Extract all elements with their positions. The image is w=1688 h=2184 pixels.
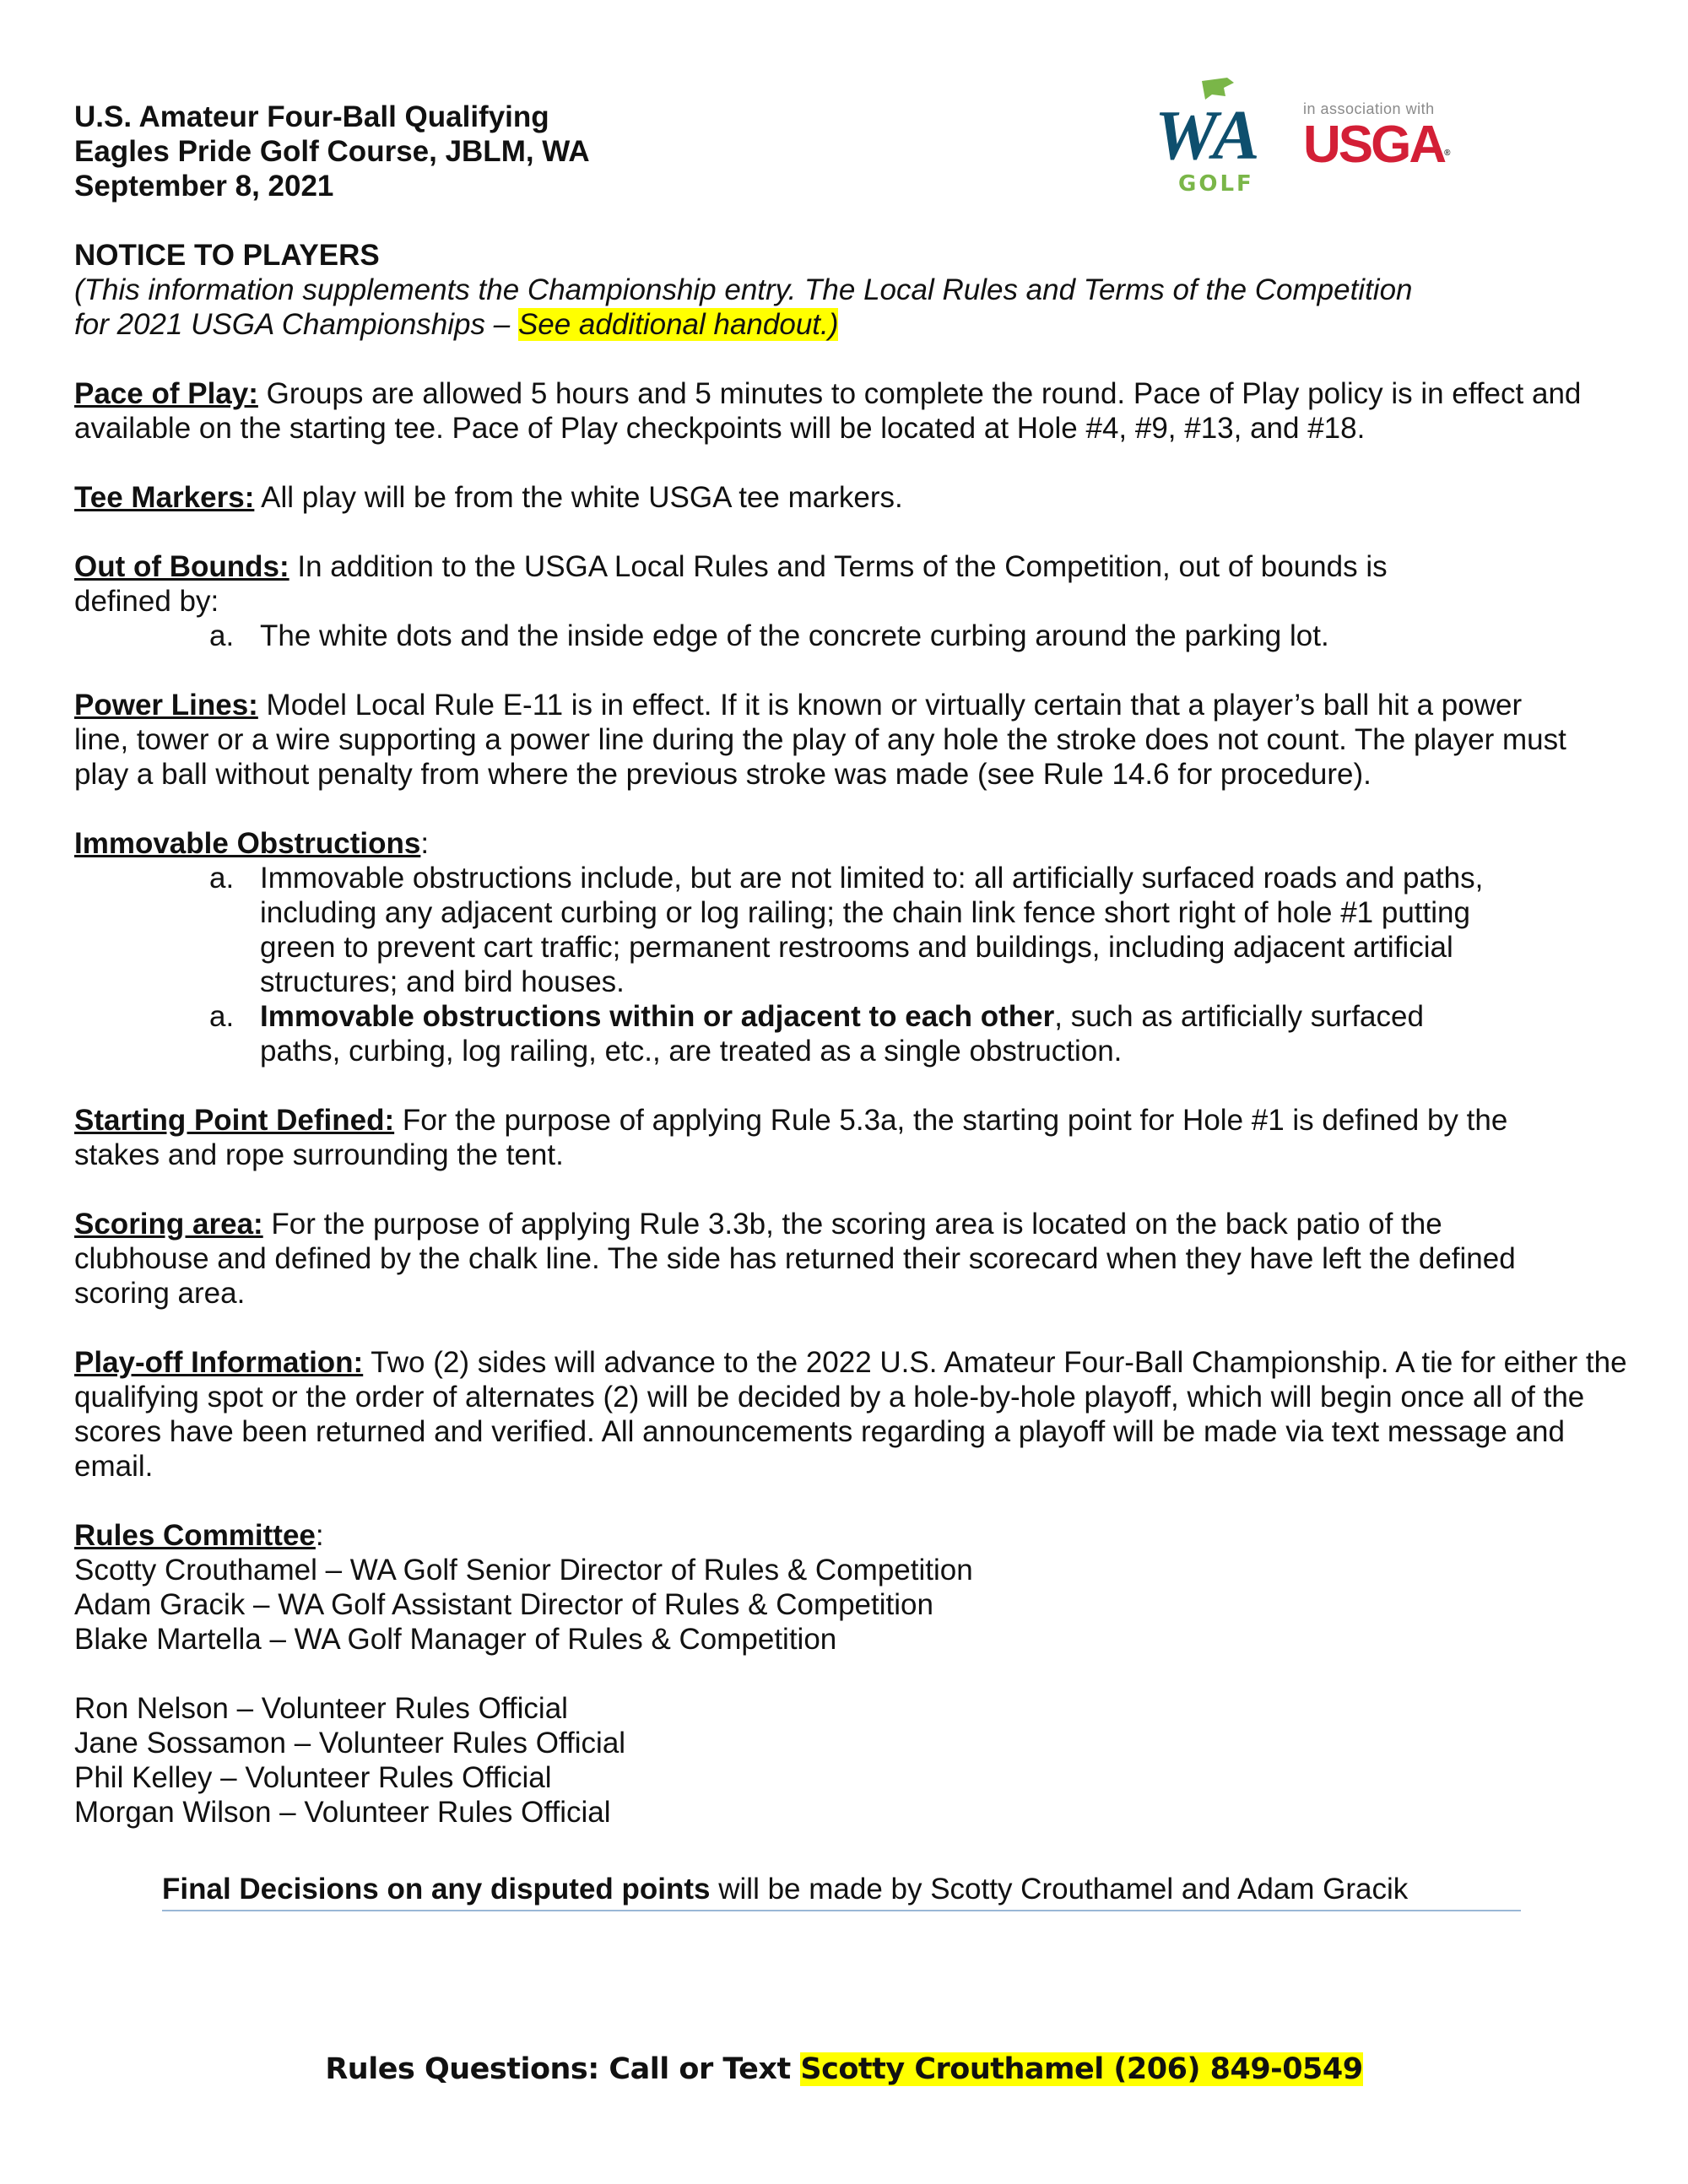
out-of-bounds-intro [74, 549, 1627, 619]
pace-of-play-section [74, 376, 1627, 446]
playoff-text: Two (2) sides will advance to the 2022 U.S. Amateur Four-Ball Championship. A tie for either the qualifying spot or the order of alternates (2) will be decided by a hole-by-hole playoff, which will begin once all of the scores have been returned and verified. All announcements regarding a playoff will be made via text message and email. [74, 1346, 1627, 1483]
immovable-item-2 [74, 999, 1627, 1068]
scoring-area-section [74, 1207, 1627, 1311]
notice-subtitle-a: (This information supplements the Championship entry. The Local Rules and Terms of the Competition [74, 273, 1413, 306]
footer-prefix: Rules Questions: Call or Text [325, 2052, 801, 2086]
immovable-obstructions-heading [74, 826, 1627, 861]
immovable-obstructions-colon: : [420, 827, 430, 860]
immovable-obstructions-section [74, 826, 1627, 1068]
volunteer-member: Jane Sossamon – Volunteer Rules Official [74, 1727, 626, 1760]
event-header [74, 100, 1627, 203]
contact-highlight: Scotty Crouthamel (206) 849-0549 [800, 2052, 1363, 2086]
tee-markers-label: Tee Markers: [74, 481, 255, 514]
committee-member: Scotty Crouthamel – WA Golf Senior Director of Rules & Competition [74, 1554, 973, 1587]
usga-registered-mark: ® [1444, 149, 1451, 158]
playoff-label: Play-off Information: [74, 1346, 364, 1379]
out-of-bounds-item [74, 619, 1627, 653]
rules-committee-heading [74, 1518, 1627, 1553]
notice-subtitle [74, 273, 1627, 342]
volunteer-member: Morgan Wilson – Volunteer Rules Official [74, 1796, 611, 1829]
scoring-area-text: For the purpose of applying Rule 3.3b, the scoring area is located on the back patio of the clubhouse and defined by the chalk line. The side has returned their scorecard when they have left the defined scoring area. [74, 1208, 1516, 1310]
volunteer-officials [74, 1691, 1627, 1830]
wa-golf-word: GOLF [1178, 171, 1254, 197]
volunteer-member: Ron Nelson – Volunteer Rules Official [74, 1692, 568, 1725]
immovable-item-1-text: Immovable obstructions include, but are not limited to: all artificially surfaced roads and paths, including any adjacent curbing or log railing; the chain link fence short right of hole #1 putting green to prevent cart traffic; permanent restrooms and buildings, including adjacent artificial structures; and bird houses. [260, 862, 1484, 998]
event-date: September 8, 2021 [74, 170, 334, 203]
usga-word: USGA [1303, 116, 1445, 174]
rules-committee-label: Rules Committee [74, 1519, 316, 1552]
final-decisions-bold: Final Decisions on any disputed points [162, 1873, 711, 1906]
handout-highlight: See additional handout.) [517, 308, 839, 341]
immovable-item-2-bold: Immovable obstructions within or adjacent to each other [260, 1000, 1055, 1033]
out-of-bounds-section [74, 549, 1627, 653]
event-venue: Eagles Pride Golf Course, JBLM, WA [74, 135, 590, 168]
notice-document [74, 100, 1627, 1830]
immovable-item-2-text: , such as artificially surfaced paths, curbing, log railing, etc., are treated as a single obstruction. [260, 1000, 1424, 1068]
list-marker: a. [209, 862, 235, 895]
power-lines-text: Model Local Rule E-11 is in effect. If it is known or virtually certain that a player’s ball hit a power line, tower or a wire supporting a power line during the play of any hole the stroke does not count. The player must play a ball without penalty from where the previous stroke was made (see Rule 14.6 for procedure). [74, 689, 1566, 791]
out-of-bounds-text: In addition to the USGA Local Rules and Terms of the Competition, out of bounds is defined by: [74, 550, 1388, 618]
pace-of-play-text: Groups are allowed 5 hours and 5 minutes to complete the round. Pace of Play policy is in effect and available on the starting tee. Pace of Play checkpoints will be located at Hole #4, #9, #13, and #18. [74, 377, 1582, 445]
association-text: in association with [1303, 100, 1435, 117]
scoring-area-label: Scoring area: [74, 1208, 263, 1241]
notice-title: NOTICE TO PLAYERS [74, 239, 380, 272]
wa-letters: WA [1155, 96, 1260, 175]
final-decisions [162, 1872, 1521, 1911]
event-title: U.S. Amateur Four-Ball Qualifying [74, 100, 549, 133]
notice-intro [74, 238, 1627, 342]
out-of-bounds-label: Out of Bounds: [74, 550, 289, 583]
final-decisions-text: will be made by Scotty Crouthamel and Adam Gracik [710, 1873, 1409, 1906]
tee-markers-section [74, 480, 1627, 515]
starting-point-text: For the purpose of applying Rule 5.3a, the starting point for Hole #1 is defined by the stakes and rope surrounding the tent. [74, 1104, 1508, 1171]
power-lines-label: Power Lines: [74, 689, 258, 722]
immovable-obstructions-label: Immovable Obstructions [74, 827, 421, 860]
committee-member: Adam Gracik – WA Golf Assistant Director of Rules & Competition [74, 1588, 933, 1621]
list-marker: a. [209, 1000, 235, 1033]
rules-committee-colon: : [315, 1519, 324, 1552]
power-lines-section [74, 688, 1627, 792]
playoff-section [74, 1345, 1627, 1484]
rules-committee-section [74, 1518, 1627, 1657]
notice-subtitle-b: for 2021 USGA Championships – [74, 308, 518, 341]
starting-point-label: Starting Point Defined: [74, 1104, 395, 1137]
list-marker: a. [209, 619, 235, 652]
pace-of-play-label: Pace of Play: [74, 377, 258, 410]
tee-markers-text: All play will be from the white USGA tee markers. [254, 481, 903, 514]
out-of-bounds-item-text: The white dots and the inside edge of the concrete curbing around the parking lot. [260, 619, 1329, 652]
starting-point-section [74, 1103, 1627, 1172]
immovable-item-1 [74, 861, 1627, 999]
volunteer-member: Phil Kelley – Volunteer Rules Official [74, 1761, 552, 1794]
committee-member: Blake Martella – WA Golf Manager of Rules & Competition [74, 1623, 837, 1656]
rules-questions-footer [0, 2052, 1688, 2086]
